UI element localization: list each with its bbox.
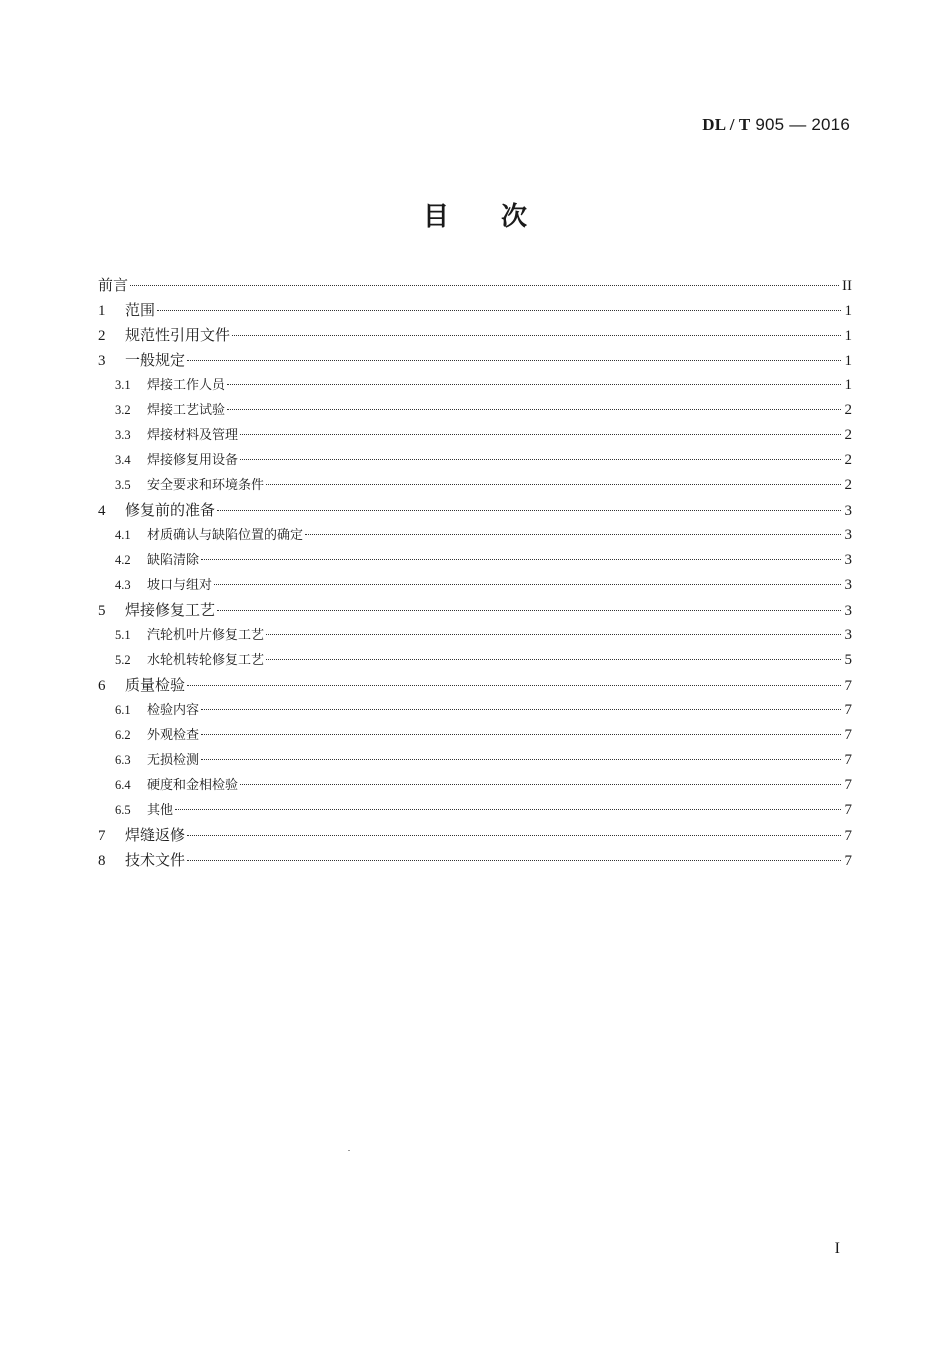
toc-dot-leader <box>232 335 841 336</box>
page-number: I <box>834 1240 840 1257</box>
toc-dot-leader <box>187 360 841 361</box>
toc-entry[interactable] <box>98 523 852 548</box>
toc-dot-leader <box>214 584 841 585</box>
toc-entry-page: 7 <box>844 702 852 718</box>
toc-dot-leader <box>240 434 841 435</box>
toc-entry-number: 3.1 <box>115 378 131 392</box>
toc-entry-number: 4.2 <box>115 553 131 567</box>
toc-entry-label: 检验内容 <box>147 703 200 718</box>
toc-entry-number: 5.2 <box>115 653 131 667</box>
toc-entry-page: 3 <box>844 627 852 643</box>
toc-entry-page: 7 <box>844 853 852 869</box>
toc-entry[interactable] <box>98 473 852 498</box>
toc-entry-label: 缺陷清除 <box>147 553 200 568</box>
toc-dot-leader <box>201 559 841 560</box>
toc-dot-leader <box>227 409 841 410</box>
toc-entry-page: 1 <box>844 303 852 319</box>
toc-entry[interactable] <box>98 298 852 323</box>
toc-entry[interactable] <box>98 723 852 748</box>
toc-entry[interactable] <box>98 548 852 573</box>
toc-entry-label: 焊缝返修 <box>125 826 186 844</box>
toc-entry-label: 安全要求和环境条件 <box>147 478 265 493</box>
toc-dot-leader <box>227 384 841 385</box>
toc-entry-label: 水轮机转轮修复工艺 <box>147 653 265 668</box>
toc-entry[interactable] <box>98 623 852 648</box>
standard-code: 905 — 2016 <box>755 115 850 134</box>
toc-entry[interactable] <box>98 373 852 398</box>
toc-entry-label: 材质确认与缺陷位置的确定 <box>147 528 304 543</box>
toc-entry-page: 2 <box>844 452 852 468</box>
toc-entry-label: 技术文件 <box>125 851 186 869</box>
toc-entry-page: 7 <box>844 727 852 743</box>
toc-entry-page: 5 <box>844 652 852 668</box>
toc-entry[interactable] <box>98 598 852 623</box>
standard-prefix: DL / T <box>702 115 751 134</box>
table-of-contents <box>98 273 852 873</box>
toc-entry-label: 硬度和金相检验 <box>147 778 239 793</box>
toc-entry-number: 7 <box>98 828 106 844</box>
toc-entry-page: 7 <box>844 828 852 844</box>
toc-entry-number: 6 <box>98 678 106 694</box>
toc-entry-page: II <box>842 278 852 294</box>
toc-entry-page: 7 <box>844 802 852 818</box>
toc-dot-leader <box>217 510 841 511</box>
toc-entry-number: 1 <box>98 303 106 319</box>
toc-entry[interactable] <box>98 698 852 723</box>
standard-number <box>702 115 850 135</box>
toc-entry-page: 1 <box>844 377 852 393</box>
toc-entry-number: 3.2 <box>115 403 131 417</box>
toc-entry-label: 焊接材料及管理 <box>147 428 239 443</box>
toc-entry[interactable] <box>98 748 852 773</box>
toc-dot-leader <box>130 285 839 286</box>
toc-entry-number: 5.1 <box>115 628 131 642</box>
toc-entry-number: 3.3 <box>115 428 131 442</box>
toc-entry[interactable] <box>98 823 852 848</box>
toc-entry-label: 修复前的准备 <box>125 501 216 519</box>
toc-dot-leader <box>305 534 841 535</box>
toc-dot-leader <box>201 759 841 760</box>
toc-entry-label: 焊接工作人员 <box>147 378 226 393</box>
toc-entry[interactable] <box>98 798 852 823</box>
toc-entry-number: 6.3 <box>115 753 131 767</box>
scan-speck <box>348 1150 350 1151</box>
toc-entry-number: 6.1 <box>115 703 131 717</box>
toc-entry[interactable] <box>98 498 852 523</box>
toc-entry[interactable] <box>98 323 852 348</box>
toc-entry-label: 范围 <box>125 301 156 319</box>
toc-entry-number: 8 <box>98 853 106 869</box>
toc-entry-number: 5 <box>98 603 106 619</box>
toc-entry-page: 2 <box>844 477 852 493</box>
toc-dot-leader <box>187 860 841 861</box>
toc-entry-page: 3 <box>844 552 852 568</box>
toc-entry[interactable] <box>98 398 852 423</box>
toc-entry[interactable] <box>98 423 852 448</box>
toc-entry-number: 4.1 <box>115 528 131 542</box>
toc-entry-label: 前言 <box>98 276 129 294</box>
toc-entry[interactable] <box>98 448 852 473</box>
toc-dot-leader <box>266 634 841 635</box>
toc-entry[interactable] <box>98 848 852 873</box>
toc-dot-leader <box>240 459 841 460</box>
toc-dot-leader <box>187 685 841 686</box>
toc-dot-leader <box>217 610 841 611</box>
page-title: 目次 <box>422 202 579 232</box>
toc-entry-label: 焊接修复用设备 <box>147 453 239 468</box>
toc-entry-number: 6.5 <box>115 803 131 817</box>
toc-entry-number: 3 <box>98 353 106 369</box>
toc-entry-number: 6.4 <box>115 778 131 792</box>
toc-entry-number: 3.4 <box>115 453 131 467</box>
toc-entry-page: 7 <box>844 752 852 768</box>
toc-entry-label: 焊接工艺试验 <box>147 403 226 418</box>
toc-entry-page: 2 <box>844 402 852 418</box>
toc-entry[interactable] <box>98 648 852 673</box>
toc-entry-label: 质量检验 <box>125 676 186 694</box>
toc-dot-leader <box>187 835 841 836</box>
toc-dot-leader <box>266 484 841 485</box>
toc-entry-number: 2 <box>98 328 106 344</box>
toc-dot-leader <box>175 809 841 810</box>
toc-entry-label: 一般规定 <box>125 351 186 369</box>
toc-entry-label: 外观检查 <box>147 728 200 743</box>
toc-dot-leader <box>240 784 841 785</box>
toc-dot-leader <box>266 659 841 660</box>
toc-entry[interactable] <box>98 273 852 298</box>
toc-dot-leader <box>201 709 841 710</box>
toc-entry-page: 7 <box>844 678 852 694</box>
toc-entry[interactable] <box>98 773 852 798</box>
toc-entry[interactable] <box>98 673 852 698</box>
toc-entry-number: 3.5 <box>115 478 131 492</box>
toc-entry-label: 坡口与组对 <box>147 578 213 593</box>
toc-entry-page: 3 <box>844 527 852 543</box>
toc-entry-page: 7 <box>844 777 852 793</box>
toc-entry-number: 4 <box>98 503 106 519</box>
toc-entry-page: 3 <box>844 503 852 519</box>
toc-entry-number: 6.2 <box>115 728 131 742</box>
toc-dot-leader <box>157 310 841 311</box>
toc-entry[interactable] <box>98 348 852 373</box>
toc-entry-label: 无损检测 <box>147 753 200 768</box>
toc-entry-page: 3 <box>844 577 852 593</box>
toc-entry-label: 汽轮机叶片修复工艺 <box>147 628 265 643</box>
toc-entry-page: 1 <box>844 353 852 369</box>
toc-dot-leader <box>201 734 841 735</box>
toc-entry-label: 规范性引用文件 <box>125 326 231 344</box>
toc-entry-number: 4.3 <box>115 578 131 592</box>
toc-entry-page: 3 <box>844 603 852 619</box>
toc-entry-label: 焊接修复工艺 <box>125 601 216 619</box>
toc-entry-page: 1 <box>844 328 852 344</box>
toc-entry[interactable] <box>98 573 852 598</box>
toc-entry-label: 其他 <box>147 803 174 818</box>
toc-entry-page: 2 <box>844 427 852 443</box>
